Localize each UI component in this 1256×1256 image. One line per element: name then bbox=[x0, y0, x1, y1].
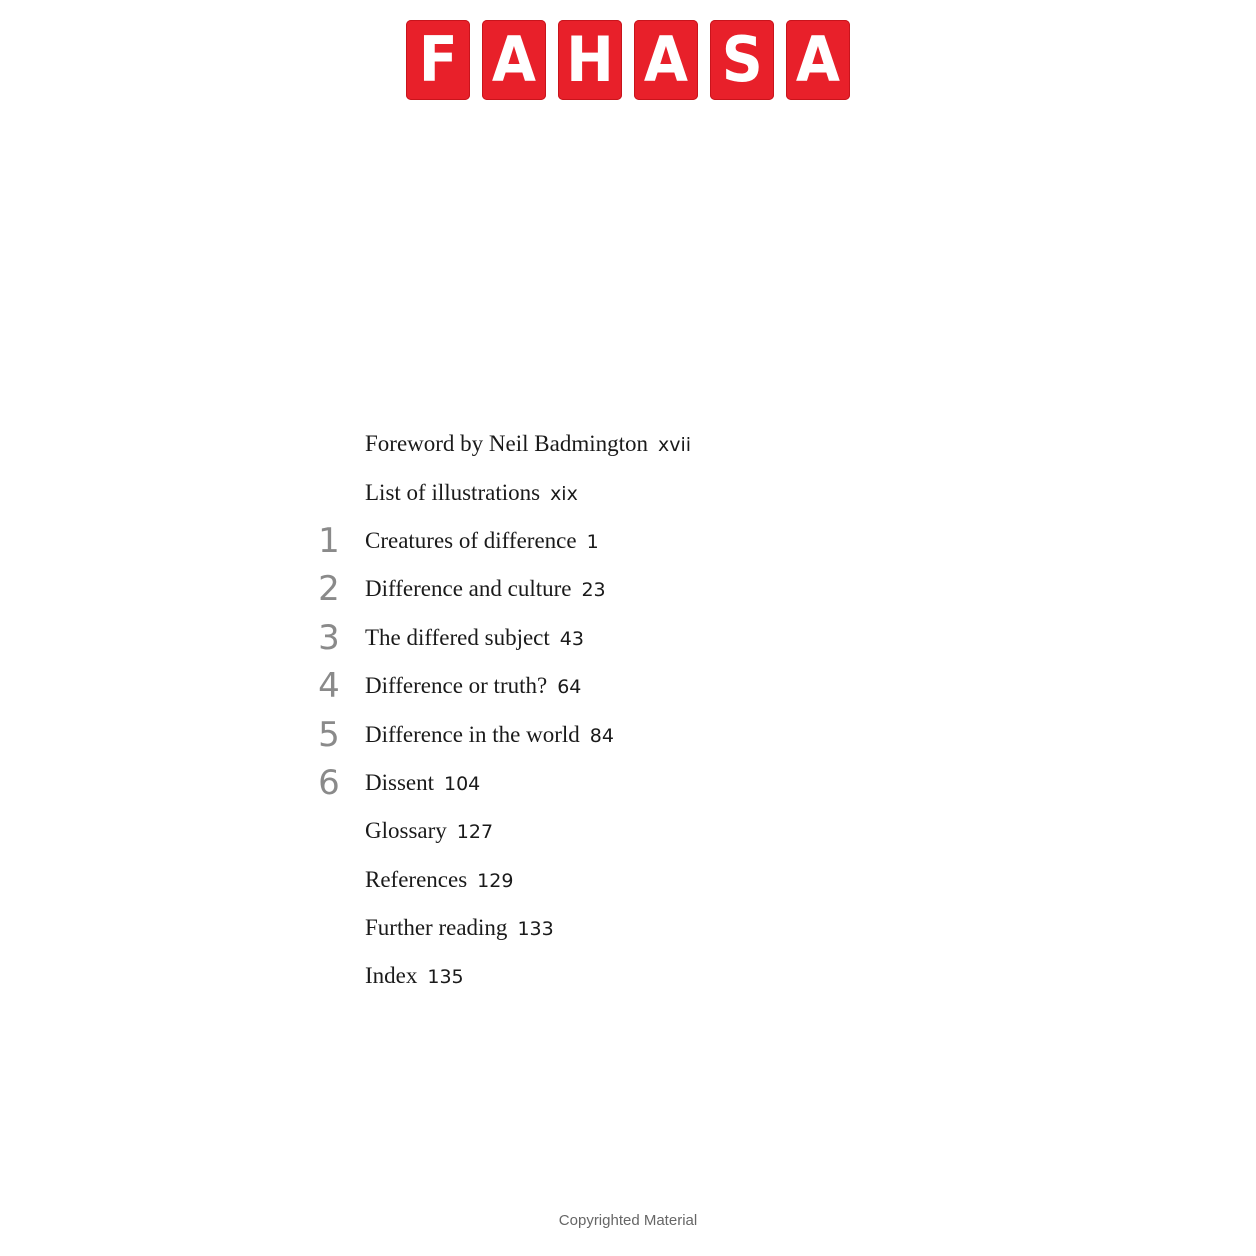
logo-letter: A bbox=[795, 23, 841, 96]
entry bbox=[365, 625, 584, 651]
fahasa-logo bbox=[406, 20, 850, 100]
entry-page-number: 127 bbox=[456, 821, 494, 844]
entry bbox=[365, 818, 493, 844]
logo-letter: S bbox=[721, 23, 763, 96]
entry bbox=[365, 576, 606, 602]
entry bbox=[365, 722, 614, 748]
entry-title: Difference in the world bbox=[365, 721, 580, 747]
logo-letter: A bbox=[491, 23, 537, 96]
entry-page-number: 84 bbox=[589, 724, 614, 747]
entry-page-number: 135 bbox=[427, 966, 464, 989]
toc-entry-chapter-4[interactable] bbox=[300, 662, 1000, 710]
toc-entry-foreword[interactable] bbox=[300, 420, 1000, 468]
entry-title: Difference or truth? bbox=[365, 673, 548, 699]
entry-title: Dissent bbox=[365, 769, 434, 795]
logo-tile bbox=[558, 20, 622, 100]
logo-letter: A bbox=[643, 23, 689, 96]
toc-entry-chapter-6[interactable] bbox=[300, 759, 1000, 807]
logo-tile bbox=[482, 20, 546, 100]
chapter-number: 1 bbox=[318, 520, 340, 561]
entry-title: Index bbox=[365, 963, 418, 989]
entry bbox=[365, 770, 480, 796]
toc-entry-index[interactable] bbox=[300, 952, 1000, 1000]
entry-page-number: 129 bbox=[477, 869, 514, 892]
entry-page-number: 43 bbox=[559, 627, 584, 650]
chapter-number: 4 bbox=[318, 666, 340, 707]
entry-page-number: xix bbox=[550, 482, 578, 505]
logo-tile bbox=[710, 20, 774, 100]
entry-title: Glossary bbox=[365, 818, 447, 844]
entry bbox=[365, 867, 513, 893]
toc-entry-glossary[interactable] bbox=[300, 807, 1000, 855]
entry-page-number: xvii bbox=[658, 434, 692, 457]
entry-page-number: 133 bbox=[517, 918, 554, 941]
logo-tile bbox=[634, 20, 698, 100]
entry-title: Difference and culture bbox=[365, 576, 572, 602]
entry bbox=[365, 431, 691, 457]
entry-title: Foreword by Neil Badmington bbox=[365, 431, 648, 457]
toc-entry-chapter-2[interactable] bbox=[300, 565, 1000, 613]
toc-entry-chapter-1[interactable] bbox=[300, 517, 1000, 565]
entry-page-number: 104 bbox=[444, 772, 481, 795]
logo-tile bbox=[406, 20, 470, 100]
entry-title: References bbox=[365, 866, 468, 892]
logo-tile bbox=[786, 20, 850, 100]
entry-page-number: 64 bbox=[557, 676, 582, 699]
entry-page-number: 23 bbox=[581, 579, 606, 602]
entry-title: Creatures of difference bbox=[365, 527, 577, 553]
toc-entry-references[interactable] bbox=[300, 856, 1000, 904]
entry bbox=[365, 963, 464, 989]
toc-entry-list-of-illustrations[interactable] bbox=[300, 468, 1000, 516]
entry-title: The differed subject bbox=[365, 624, 550, 650]
chapter-number: 6 bbox=[318, 762, 340, 803]
entry-title: Further reading bbox=[365, 915, 508, 941]
toc-entry-chapter-5[interactable] bbox=[300, 710, 1000, 758]
entry bbox=[365, 480, 578, 506]
toc-entry-further-reading[interactable] bbox=[300, 904, 1000, 952]
entry bbox=[365, 528, 599, 554]
entry-page-number: 1 bbox=[586, 530, 599, 553]
chapter-number: 5 bbox=[318, 714, 340, 755]
entry-title: List of illustrations bbox=[365, 479, 541, 505]
logo-letter: F bbox=[418, 23, 458, 96]
table-of-contents bbox=[300, 420, 1000, 1001]
entry bbox=[365, 673, 581, 699]
entry bbox=[365, 915, 554, 941]
toc-entry-chapter-3[interactable] bbox=[300, 614, 1000, 662]
chapter-number: 2 bbox=[318, 569, 340, 610]
logo-letter: H bbox=[566, 23, 614, 96]
chapter-number: 3 bbox=[318, 617, 340, 658]
copyright-footer: Copyrighted Material bbox=[558, 1212, 698, 1229]
